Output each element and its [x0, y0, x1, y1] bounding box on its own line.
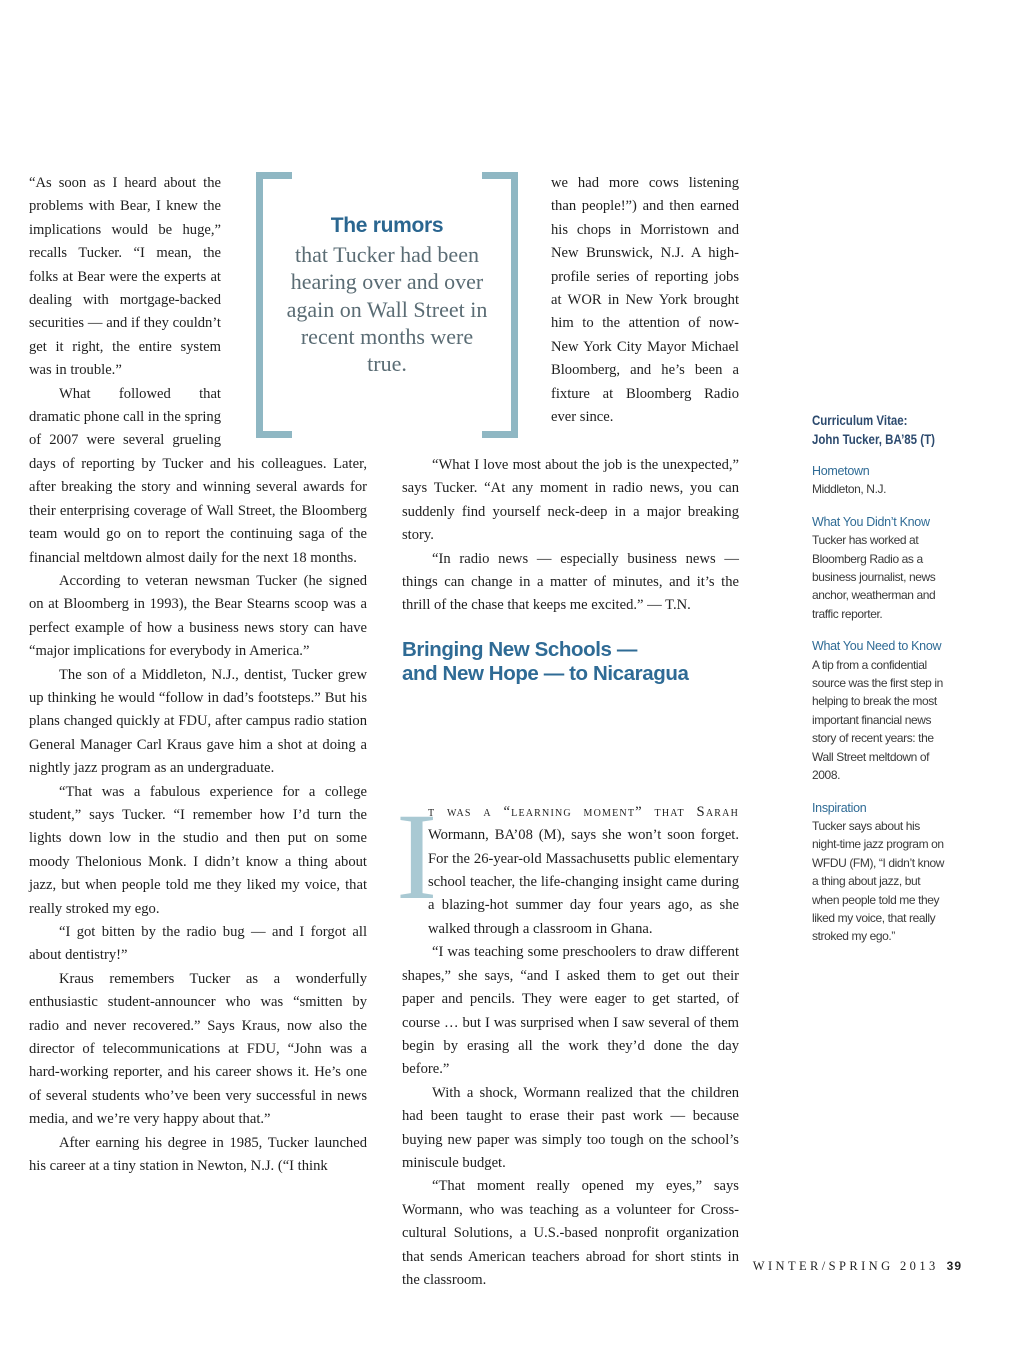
- drop-cap: I: [396, 787, 438, 925]
- paragraph: Kraus remembers Tucker as a wonderfully enthusiastic student-announcer who was “smitten by radio and never recovered.” Says Kraus, now also the director of telecommunications at FDU, “John was a hard-working reporter, and his career shows it. He’s one of several students who’ve been very successful in news media, and we’re very happy about that.”: [29, 970, 367, 1128]
- paragraph: “That moment really opened my eyes,” says Wormann, who was teaching as a volunteer for Cross-cultural Solutions, a U.S.-based nonprofit organization that sends American teachers abroad for short stints in the classroom.: [402, 1178, 739, 1288]
- paragraph: What followed that dramatic phone call in the spring of 2007 were several grueling days of reporting by Tucker and his colleagues. Later, after breaking the story and winning several awards for their enterprising coverage of Wall Street, the Bloomberg team would go on to report the continuing saga of the financial meltdown almost daily for the next 18 months.: [29, 385, 367, 566]
- page-number: 39: [946, 1259, 962, 1273]
- lead-smallcaps: t was a “learning moment” that Sarah: [428, 803, 739, 820]
- sidebar-label-hometown: Hometown: [812, 464, 870, 478]
- sidebar-text-didnt-know: Tucker has worked at Bloomberg Radio as a business journalist, news anchor, weatherman and traffic reporter.: [812, 533, 936, 621]
- paragraph: With a shock, Wormann realized that the children had been taught to erase their past work — because buying new paper was simply too tough on the school’s miniscule budget.: [402, 1084, 739, 1171]
- section-heading: [402, 638, 742, 686]
- sidebar-title: Curriculum Vitae: John Tucker, BA’85 (T): [812, 412, 935, 447]
- paragraph: The son of a Middleton, N.J., dentist, Tucker grew up thinking he would “follow in dad’s footsteps.” But his plans changed quickly at FDU, after campus radio station General Manager Carl Kraus gave him a shot at doing a nightly jazz program as an undergraduate.: [29, 666, 367, 777]
- paragraph: “That was a fabulous experience for a college student,” says Tucker. “I remember how I’d turn the lights down low in the studio and then put on some moody Thelonious Monk. I didn’t know a thing about jazz, but when people told me they liked my voice, that really stroked my ego.: [29, 783, 367, 917]
- pull-quote-lead: The rumors: [330, 214, 444, 237]
- sidebar-text-hometown: Middleton, N.J.: [812, 482, 887, 497]
- pull-quote: [256, 172, 518, 438]
- paragraph: According to veteran newsman Tucker (he signed on at Bloomberg in 1993), the Bear Stearns scoop was a perfect example of how a business news story can have “major implications for everybody in America.”: [29, 572, 367, 660]
- section-heading-line-2: and New Hope — to Nicaragua: [402, 662, 689, 685]
- pull-quote-body: that Tucker had been hearing over and over again on Wall Street in recent months were true.: [286, 242, 488, 377]
- paragraph: “I got bitten by the radio bug — and I forgot all about dentistry!”: [29, 924, 367, 964]
- sidebar-text-inspiration: Tucker says about his night-time jazz program on WFDU (FM), “I didn’t know a thing about jazz, but when people told me they liked my voice, that really stroked my ego.”: [812, 818, 945, 944]
- sidebar-label-inspiration: Inspiration: [812, 800, 867, 815]
- paragraph: we had more cows listening than people!”) and then earned his chops in Morristown and New Brunswick, N.J. A high-profile series of reporting jobs at WOR in New York brought him to the attention of now-New York City Mayor Michael Bloomberg, and he’s been a fixture at Bloomberg Radio ever since.: [551, 175, 739, 426]
- curriculum-vitae-sidebar: [812, 411, 947, 960]
- paragraph: “What I love most about the job is the unexpected,” says Tucker. “At any moment in radio news, you can suddenly find yourself neck-deep in a major breaking story.: [402, 457, 739, 544]
- sidebar-label-need-to-know: What You Need to Know: [812, 639, 942, 654]
- lead-rest: Wormann, BA’08 (M), says she won’t soon forget. For the 26-year-old Massachusetts public elementary school teacher, the life-changing insight came during a blazing-hot summer day four years ago, as she walked through a classroom in Ghana.: [428, 827, 739, 937]
- pull-quote-text: [286, 212, 488, 377]
- paragraph: “I was teaching some preschoolers to draw different shapes,” she says, “and I asked them to get out their paper and pencils. They were eager to get started, of course … but I was surprised when I saw several of them begin by erasing all the work they’d done the day before.”: [402, 944, 739, 1078]
- sidebar-label-didnt-know: What You Didn’t Know: [812, 514, 930, 529]
- sidebar-text-need-to-know: A tip from a confidential source was the first step in helping to break the most important financial news story of recent years: the Wall Street meltdown of 2008.: [812, 657, 943, 783]
- issue-label: WINTER/SPRING 2013: [752, 1259, 939, 1273]
- paragraph: “As soon as I heard about the problems with Bear, I knew the implications would be huge,” recalls Tucker. “I mean, the folks at Bear were the experts at dealing with mortgage-backed securities — and if they couldn’t get it right, the entire system was in trouble.”: [29, 175, 221, 379]
- paragraph: “In radio news — especially business news — things can change in a matter of minutes, and it’s the thrill of the chase that keeps me excited.” — T.N.: [402, 550, 739, 614]
- section-lead-paragraph: [396, 787, 739, 941]
- page-footer: [753, 1259, 962, 1274]
- section-heading-line-1: Bringing New Schools —: [402, 638, 637, 661]
- article-column-2-top: [551, 172, 739, 429]
- article-column-2: [396, 454, 739, 1292]
- paragraph: After earning his degree in 1985, Tucker launched his career at a tiny station in Newton, N.J. (“I think: [29, 1134, 367, 1175]
